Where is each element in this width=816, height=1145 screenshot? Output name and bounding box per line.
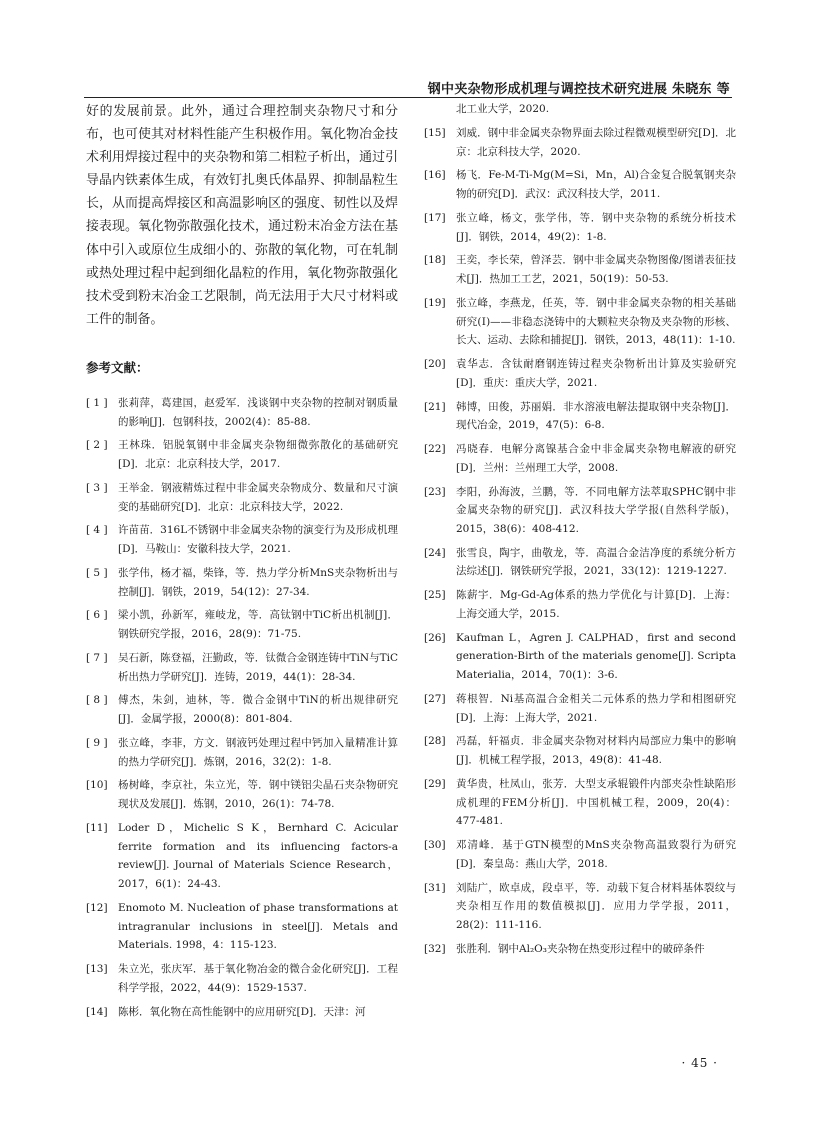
reference-item	[86, 649, 398, 686]
body-paragraph: 好的发展前景。此外，通过合理控制夹杂物尺寸和分布，也可使其对材料性能产生积极作用。氧化物冶金技术利用焊接过程中的夹杂物和第二相粒子析出，通过引导晶内铁素体生成，有效钉扎奥氏体晶界、抑制晶粒生长，从而提高焊接区和高温影响区的强度、韧性以及焊接表现。氧化物弥散强化技术，通过粉末冶金方法在基体中引入或原位生成细小的、弥散的氧化物，可在轧制或热处理过程中起到细化晶粒的作用，氧化物弥散强化技术受到粉末冶金工艺限制，尚无法用于大尺寸材料或工件的制备。	[86, 104, 398, 327]
reference-number: [18]	[424, 254, 446, 267]
reference-item	[86, 776, 398, 813]
reference-number: [ 9 ]	[86, 736, 108, 749]
reference-item	[86, 960, 398, 997]
reference-item	[424, 355, 736, 392]
reference-item	[86, 819, 398, 894]
reference-number: [20]	[424, 358, 446, 370]
reference-number: [30]	[424, 839, 446, 852]
reference-item	[424, 940, 736, 959]
reference-text: 张立峰，杨文，张学伟，等．钢中夹杂物的系统分析技术[J]．钢铁，2014，49(2)：1-8.	[456, 211, 736, 243]
reference-item	[424, 836, 736, 873]
reference-text: 冯磊，轩福贞．非金属夹杂物对材料内局部应力集中的影响[J]．机械工程学报，2013，49(8)：41-48.	[456, 735, 736, 767]
reference-item	[424, 124, 736, 161]
reference-item	[86, 899, 398, 955]
reference-number: [11]	[86, 821, 108, 834]
reference-number: [13]	[86, 963, 108, 976]
reference-text: 张立峰，李菲，方文．钢液钙处理过程中钙加入量精准计算的热力学研究[J]．炼钢，2016，32(2)：1-8.	[118, 736, 398, 768]
reference-item	[424, 629, 736, 685]
reference-number: [23]	[424, 485, 446, 498]
reference-item	[424, 166, 736, 203]
header-rule	[84, 97, 732, 98]
reference-text: 张雪良，陶宇，曲敬龙，等．高温合金洁净度的系统分析方法综述[J]．钢铁研究学报，2021，33(12)：1219-1227.	[456, 546, 736, 578]
reference-item	[86, 606, 398, 643]
references-list-right	[424, 100, 736, 959]
reference-item	[424, 209, 736, 246]
reference-text: 韩博，田俊，苏丽娟．非水溶液电解法提取钢中夹杂物[J]．现代冶金，2019，47(5)：6-8.	[456, 400, 736, 432]
reference-text: 冯晓春．电解分离镍基合金中非金属夹杂物电解液的研究[D]．兰州：兰州理工大学，2008.	[456, 443, 736, 474]
references-heading: 参考文献：	[86, 359, 149, 375]
reference-text: 陈薪宇．Mg-Gd-Ag体系的热力学优化与计算[D]．上海：上海交通大学，2015.	[456, 589, 736, 620]
right-column	[424, 100, 736, 964]
reference-text: 刘威．钢中非金属夹杂物界面去除过程微观模型研究[D]．北京：北京科技大学，2020.	[456, 126, 736, 158]
reference-text: 王林珠．铝脱氧钢中非金属夹杂物细微弥散化的基础研究[D]．北京：北京科技大学，2017.	[118, 439, 398, 471]
reference-item	[86, 479, 398, 516]
reference-text: 蒋根智．Ni基高温合金相关二元体系的热力学和相图研究[D]．上海：上海大学，2021.	[456, 692, 736, 724]
reference-number: [15]	[424, 126, 446, 139]
reference-text: Kaufman L，Agren J. CALPHAD，first and second generation-Birth of the materials genome[J]. Scripta Materialia，2014，70(1)：3-6.	[456, 631, 736, 682]
reference-continuation	[424, 100, 736, 119]
reference-item	[424, 732, 736, 769]
reference-number: [17]	[424, 211, 446, 224]
reference-number: [12]	[86, 901, 108, 914]
reference-text: Enomoto M. Nucleation of phase transformations at intragranular inclusions in steel[J]. Metals and Materials. 1998，4：115-123.	[118, 901, 398, 952]
reference-text: 张立峰，李燕龙，任英，等．钢中非金属夹杂物的相关基础研究(Ⅰ)——非稳态浇铸中的大颗粒夹杂物及夹杂物的形核、长大、运动、去除和捕捉[J]．钢铁，2013，48(11)：1-10.	[456, 296, 736, 347]
reference-number: [ 6 ]	[86, 609, 108, 622]
reference-text: 梁小凯，孙新军，雍岐龙，等．高钛钢中TiC析出机制[J]．钢铁研究学报，2016，28(9)：71-75.	[118, 609, 398, 641]
reference-text: 张胜利．钢中Al₂O₃夹杂物在热变形过程中的破碎条件	[456, 942, 705, 955]
reference-number: [19]	[424, 296, 446, 309]
reference-number	[424, 100, 456, 119]
reference-item	[86, 564, 398, 601]
reference-item	[86, 691, 398, 728]
reference-number: [25]	[424, 589, 446, 602]
reference-number: [21]	[424, 400, 446, 413]
reference-number: [14]	[86, 1005, 108, 1018]
reference-text: 朱立光，张庆军．基于氧化物冶金的微合金化研究[J]．工程科学学报，2022，44(9)：1529-1537.	[118, 963, 398, 994]
reference-text: 傅杰，朱剑，迪林，等．微合金钢中TiN的析出规律研究[J]．金属学报，2000(8)：801-804.	[118, 694, 398, 726]
reference-number: [28]	[424, 735, 446, 748]
reference-text: 张莉萍，葛建国，赵爱军．浅谈钢中夹杂物的控制对钢质量的影响[J]．包钢科技，2002(4)：85-88.	[118, 396, 398, 428]
reference-text: 刘陆广，欧卓成，段卓平，等．动载下复合材料基体裂纹与夹杂相互作用的数值模拟[J]．应用力学学报，2011，28(2)：111-116.	[456, 881, 736, 932]
reference-item	[424, 483, 736, 539]
reference-item	[86, 1003, 398, 1022]
reference-item	[424, 690, 736, 727]
reference-text: 袁华志．含钛耐磨钢连铸过程夹杂物析出计算及实验研究[D]．重庆：重庆大学，2021.	[456, 358, 736, 389]
reference-number: [31]	[424, 881, 446, 894]
reference-number: [ 4 ]	[86, 524, 108, 537]
page-number: · 45 ·	[681, 1056, 718, 1070]
reference-text: 王举金．钢液精炼过程中非金属夹杂物成分、数量和尺寸演变的基础研究[D]．北京：北京科技大学，2022.	[118, 481, 398, 513]
reference-number: [ 1 ]	[86, 396, 108, 409]
reference-text: 陈彬．氧化物在高性能钢中的应用研究[D]．天津：河	[118, 1005, 366, 1018]
reference-text: 黄华贵，杜凤山，张芳．大型支承辊锻件内部夹杂性缺陷形成机理的FEM分析[J]．中国机械工程，2009，20(4)：477-481.	[456, 777, 736, 828]
reference-text: 杨飞．Fe-M-Ti-Mg(M=Si，Mn，Al)合金复合脱氧钢夹杂物的研究[D]．武汉：武汉科技大学，2011.	[456, 169, 736, 200]
reference-number: [ 7 ]	[86, 651, 108, 664]
reference-number: [ 8 ]	[86, 694, 108, 707]
reference-item	[424, 294, 736, 350]
reference-number: [26]	[424, 631, 446, 644]
reference-text: 张学伟，杨才福，柴锋，等．热力学分析MnS夹杂物析出与控制[J]．钢铁，2019，54(12)：27-34.	[118, 566, 398, 598]
reference-number: [24]	[424, 546, 446, 559]
reference-text: 吴石新，陈登福，汪勤政，等．钛微合金钢连铸中TiN与TiC析出热力学研究[J]．连铸，2019，44(1)：28-34.	[118, 651, 398, 683]
reference-number: [ 3 ]	[86, 481, 108, 494]
reference-text: 许苗苗．316L不锈钢中非金属夹杂物的演变行为及形成机理[D]．马鞍山：安徽科技大学，2021.	[118, 524, 398, 556]
reference-text: 北工业大学，2020.	[456, 103, 550, 115]
reference-item	[86, 394, 398, 431]
reference-text: 邓清峰．基于GTN模型的MnS夹杂物高温致裂行为研究[D]．秦皇岛：燕山大学，2018.	[456, 839, 736, 870]
left-column	[86, 100, 398, 1026]
reference-number: [16]	[424, 169, 446, 182]
reference-item	[424, 586, 736, 623]
reference-text: Loder D，Michelic S K，Bernhard C. Acicular ferrite formation and its influencing factors-a review[J]. Journal of Materials Science Research，2017，6(1)：24-43.	[118, 821, 398, 891]
reference-text: 王奕，李长荣，曾泽芸．钢中非金属夹杂物图像/图谱表征技术[J]．热加工工艺，2021，50(19)：50-53.	[456, 254, 736, 285]
running-header: 钢中夹杂物形成机理与调控技术研究进展 朱晓东 等	[427, 82, 730, 97]
reference-number: [27]	[424, 692, 446, 705]
reference-item	[86, 436, 398, 473]
reference-item	[86, 734, 398, 771]
reference-item	[86, 521, 398, 558]
reference-item	[424, 251, 736, 288]
reference-number: [32]	[424, 942, 446, 955]
reference-number: [10]	[86, 779, 108, 792]
reference-item	[424, 440, 736, 477]
reference-text: 杨树峰，李京社，朱立光，等．钢中镁铝尖晶石夹杂物研究现状及发展[J]．炼钢，2010，26(1)：74-78.	[118, 779, 398, 811]
reference-number: [22]	[424, 443, 446, 455]
reference-item	[424, 544, 736, 581]
references-list-left	[86, 394, 398, 1021]
reference-item	[424, 775, 736, 831]
reference-item	[424, 879, 736, 935]
reference-number: [ 2 ]	[86, 439, 108, 452]
reference-text: 李阳，孙海波，兰鹏，等．不同电解方法萃取SPHC钢中非金属夹杂物的研究[J]．武汉科技大学学报(自然科学版)，2015，38(6)：408-412.	[456, 485, 736, 535]
reference-number: [ 5 ]	[86, 566, 108, 579]
reference-number: [29]	[424, 777, 446, 790]
reference-item	[424, 398, 736, 435]
